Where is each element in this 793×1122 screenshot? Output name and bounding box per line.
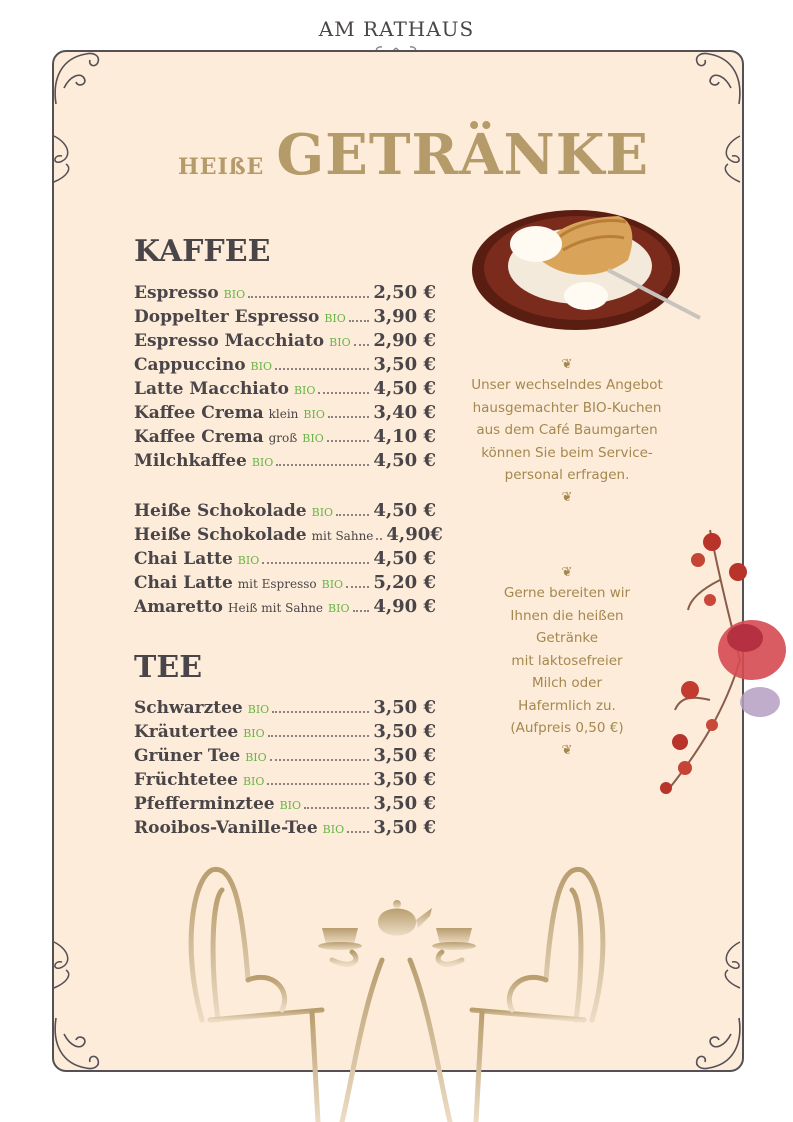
item-price: 3,50 € bbox=[373, 697, 436, 718]
dot-leader bbox=[354, 344, 370, 346]
item-name: Chai Latte bbox=[134, 573, 233, 593]
item-name: Grüner Tee bbox=[134, 746, 241, 766]
dot-leader bbox=[346, 586, 369, 588]
item-price: 2,50 € bbox=[373, 282, 436, 303]
item-qualifier: groß bbox=[268, 431, 298, 445]
item-price: 3,50 € bbox=[373, 354, 436, 375]
tee-item bbox=[134, 793, 436, 817]
item-name: Kräutertee bbox=[134, 722, 239, 742]
kaffee-item bbox=[134, 354, 436, 378]
bio-badge: BIO bbox=[324, 312, 346, 325]
dot-leader bbox=[328, 416, 370, 418]
dot-leader bbox=[248, 296, 369, 298]
milch-line: Getränke bbox=[535, 630, 599, 646]
item-price: 3,50 € bbox=[373, 793, 436, 814]
dot-leader bbox=[272, 711, 369, 713]
dot-leader bbox=[276, 464, 369, 466]
dot-leader bbox=[268, 735, 370, 737]
dot-leader bbox=[347, 831, 369, 833]
section-heading-kaffee: KAFFEE bbox=[134, 234, 271, 269]
kaffee-item bbox=[134, 306, 436, 330]
kuchen-line: personal erfragen. bbox=[504, 467, 630, 483]
kaffee-item bbox=[134, 282, 436, 306]
kaffee-item bbox=[134, 426, 436, 450]
ornament-icon: ❦ bbox=[561, 565, 573, 580]
title-big: GETRÄNKE bbox=[276, 122, 650, 188]
bio-badge: BIO bbox=[302, 432, 324, 445]
bio-badge: BIO bbox=[322, 823, 345, 836]
bio-badge: BIO bbox=[247, 703, 270, 716]
dot-leader bbox=[327, 440, 370, 442]
item-price: 3,50 € bbox=[373, 817, 436, 838]
item-name: Heiße Schokolade bbox=[134, 501, 307, 521]
schokolade-list bbox=[134, 500, 443, 620]
side-scroll-left-top bbox=[50, 134, 84, 184]
schokolade-item bbox=[134, 596, 436, 620]
bio-badge: BIO bbox=[303, 408, 325, 421]
item-name: Chai Latte bbox=[134, 549, 233, 569]
tee-item bbox=[134, 817, 436, 841]
item-name: Rooibos-Vanille-Tee bbox=[134, 818, 318, 838]
bio-badge: BIO bbox=[237, 554, 260, 567]
item-price: 3,50 € bbox=[373, 745, 436, 766]
item-price: 4,50 € bbox=[373, 378, 436, 399]
brand-name: AM RATHAUS bbox=[318, 17, 475, 41]
schokolade-item bbox=[134, 500, 436, 524]
item-name: Milchkaffee bbox=[134, 451, 247, 471]
item-price: 4,50 € bbox=[373, 450, 436, 471]
item-name: Latte Macchiato bbox=[134, 379, 289, 399]
item-name: Pfefferminztee bbox=[134, 794, 275, 814]
schokolade-item bbox=[134, 524, 443, 548]
bio-badge: BIO bbox=[251, 456, 274, 469]
corner-ornament-top-right bbox=[685, 48, 745, 108]
kaffee-item bbox=[134, 378, 436, 402]
milch-line: Gerne bereiten wir bbox=[503, 585, 631, 601]
ornament-icon: ❦ bbox=[561, 489, 573, 505]
kuchen-line: Unser wechselndes Angebot bbox=[471, 377, 663, 393]
dot-leader bbox=[270, 759, 370, 761]
milch-line: (Aufpreis 0,50 €) bbox=[510, 720, 624, 736]
cafe-table-chairs-illustration bbox=[182, 860, 612, 1122]
tee-item bbox=[134, 721, 436, 745]
item-qualifier: mit Espresso bbox=[237, 577, 317, 591]
cake-plate-image bbox=[468, 198, 706, 338]
corner-ornament-bottom-right bbox=[685, 1014, 745, 1074]
kuchen-note bbox=[466, 354, 668, 507]
item-qualifier: Heiß mit Sahne bbox=[228, 601, 324, 615]
item-price: 2,90 € bbox=[373, 330, 436, 351]
item-qualifier: mit Sahne bbox=[311, 529, 374, 543]
item-name: Espresso bbox=[134, 283, 219, 303]
side-scroll-left-bottom bbox=[50, 940, 84, 990]
milch-line: mit laktosefreier bbox=[511, 652, 623, 669]
kaffee-item bbox=[134, 450, 436, 474]
item-qualifier: klein bbox=[268, 407, 299, 421]
item-name: Kaffee Crema bbox=[134, 403, 264, 423]
corner-ornament-top-left bbox=[50, 48, 110, 108]
corner-ornament-bottom-left bbox=[50, 1014, 110, 1074]
section-heading-tee: TEE bbox=[134, 650, 203, 685]
bio-badge: BIO bbox=[243, 727, 265, 740]
item-price: 4,10 € bbox=[373, 426, 436, 447]
kuchen-line: aus dem Café Baumgarten bbox=[476, 422, 658, 438]
item-name: Cappuccino bbox=[134, 355, 246, 375]
dot-leader bbox=[318, 392, 369, 394]
kuchen-line: können Sie beim Service- bbox=[481, 444, 653, 461]
bio-badge: BIO bbox=[245, 751, 267, 764]
bio-badge: BIO bbox=[223, 288, 246, 301]
bio-badge: BIO bbox=[293, 384, 316, 397]
dot-leader bbox=[304, 807, 369, 809]
item-name: Kaffee Crema bbox=[134, 427, 264, 447]
side-scroll-right-top bbox=[710, 134, 744, 184]
kaffee-list bbox=[134, 282, 436, 474]
kaffee-item bbox=[134, 402, 436, 426]
dot-leader bbox=[376, 538, 382, 540]
dot-leader bbox=[349, 320, 370, 322]
item-name: Heiße Schokolade bbox=[134, 525, 307, 545]
item-price: 4,90 € bbox=[373, 596, 436, 617]
dot-leader bbox=[267, 783, 369, 785]
kuchen-line: hausgemachter BIO-Kuchen bbox=[472, 399, 662, 416]
dot-leader bbox=[353, 610, 370, 612]
milch-line: Ihnen die heißen bbox=[510, 607, 624, 624]
schokolade-item bbox=[134, 548, 436, 572]
page-title bbox=[178, 122, 649, 188]
title-small: HEIßE bbox=[178, 154, 265, 180]
item-name: Espresso Macchiato bbox=[134, 331, 325, 351]
item-price: 3,40 € bbox=[373, 402, 436, 423]
item-name: Amaretto bbox=[134, 597, 224, 617]
tee-list bbox=[134, 697, 436, 841]
item-price: 4,50 € bbox=[373, 548, 436, 569]
item-price: 5,20 € bbox=[373, 572, 436, 593]
item-price: 3,50 € bbox=[373, 721, 436, 742]
item-price: 4,90€ bbox=[386, 524, 443, 545]
milch-line: Milch oder bbox=[531, 675, 603, 691]
bio-badge: BIO bbox=[311, 506, 334, 519]
bio-badge: BIO bbox=[329, 336, 351, 349]
bio-badge: BIO bbox=[242, 775, 265, 788]
kaffee-item bbox=[134, 330, 436, 354]
item-price: 3,90 € bbox=[373, 306, 436, 327]
milch-note bbox=[466, 562, 668, 760]
bio-badge: BIO bbox=[321, 578, 344, 591]
item-price: 3,50 € bbox=[373, 769, 436, 790]
bio-badge: BIO bbox=[279, 799, 302, 812]
bio-badge: BIO bbox=[250, 360, 272, 373]
item-name: Früchtetee bbox=[134, 770, 238, 790]
dot-leader bbox=[336, 514, 369, 516]
tee-item bbox=[134, 697, 436, 721]
item-name: Doppelter Espresso bbox=[134, 307, 320, 327]
item-name: Schwarztee bbox=[134, 698, 243, 718]
ornament-icon: ❦ bbox=[561, 742, 573, 758]
ornament-icon: ❦ bbox=[561, 357, 573, 372]
milch-line: Hafermlich zu. bbox=[518, 697, 616, 714]
side-scroll-right-bottom bbox=[710, 940, 744, 990]
dot-leader bbox=[275, 368, 369, 370]
watercolor-flowers-image bbox=[650, 520, 793, 810]
schokolade-item bbox=[134, 572, 436, 596]
item-price: 4,50 € bbox=[373, 500, 436, 521]
tee-item bbox=[134, 769, 436, 793]
bio-badge: BIO bbox=[328, 602, 350, 615]
dot-leader bbox=[262, 562, 369, 564]
tee-item bbox=[134, 745, 436, 769]
